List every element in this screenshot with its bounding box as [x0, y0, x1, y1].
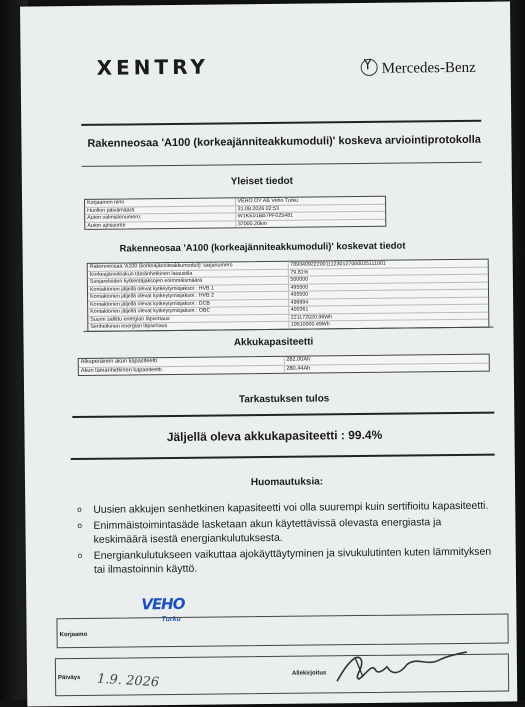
- table-label: Kontaktorien jäljellä olevat kytkeytymisjaksot : HVB 1: [88, 284, 289, 293]
- table-value: 282.00Ah: [286, 356, 311, 363]
- handwritten-signature: [327, 642, 478, 694]
- table-label: Rakenneosaa 'A100 (korkeajänniteakkumoduli)' sarjanumero: [88, 262, 289, 271]
- table-label: Alkuperäinen akun kapasiteetti: [79, 357, 285, 367]
- note-text: Enimmäistoimintasäde lasketaan akun käytettävissä olevasta energiasta ja keskimäärä isestä energiankulutuksesta.: [93, 516, 442, 546]
- table-value: VEHO OY AB Veho Turku: [237, 197, 299, 205]
- table-value: W1KE01BB7PF025481: [237, 212, 294, 220]
- result-rule-top: [72, 412, 494, 418]
- capacity-table: [78, 354, 490, 376]
- bullet: o: [77, 504, 82, 514]
- document-title: Rakenneosaa 'A100 (korkeajänniteakkumoduli)' koskeva arviointiprotokolla: [87, 133, 481, 150]
- result-rule-bottom: [71, 454, 495, 460]
- table-value: 19510000.49Wh: [290, 321, 330, 328]
- table-value: 400361: [290, 306, 309, 313]
- component-info-table: [87, 259, 490, 332]
- table-value: 280.44Ah: [286, 365, 311, 372]
- date-label: Päiväys: [58, 674, 81, 682]
- table-value: 221172020.96Wh: [290, 313, 333, 321]
- result-text: Jäljellä oleva akkukapasiteetti : 99.4%: [166, 427, 383, 445]
- note-text: Energiankulutukseen vaikuttaa ajokäyttäytyminen ja sivukulutinten kuten lämmityksen tai ilmastoinnin käyttö.: [93, 545, 492, 576]
- table-label: Suurin sallittu energian läpivirtaus: [88, 314, 289, 323]
- bullet: o: [77, 520, 82, 530]
- list-item: [77, 499, 497, 517]
- mercedes-benz-logo: [361, 58, 476, 78]
- mercedes-benz-wordmark: Mercedes-Benz: [381, 59, 476, 77]
- table-value: 789340922200111230127000025111001: [290, 260, 386, 268]
- signature-label: Allekirjoitus: [291, 670, 327, 677]
- table-label: Akun tämänhetkinen kapasiteetti: [79, 365, 285, 375]
- note-text: Uusien akkujen senhetkinen kapasiteetti voi olla suurempi kuin sertifioitu kapasiteetti.: [93, 499, 489, 516]
- table-value: 500000: [290, 276, 309, 283]
- table-label: Korkeajänniteakun tämänhetkinen lataustila: [88, 269, 289, 278]
- table-label: Huollon päivämäärä: [85, 206, 236, 214]
- xentry-logo: XENTRY: [96, 54, 210, 80]
- handwritten-date: 1.9. 2026: [96, 671, 160, 691]
- veho-stamp-sub: Turku: [161, 615, 181, 624]
- general-info-heading: Yleiset tiedot: [230, 175, 294, 188]
- table-label: Senhetkinen energian läpivirtaus: [88, 322, 289, 331]
- notes-list: [77, 499, 498, 579]
- table-value: 37000.20km: [237, 220, 267, 227]
- table-value: 495500: [290, 291, 309, 298]
- table-label: Suojareleiden kytkentäjaksojen enimmäismäärä: [88, 277, 289, 286]
- table-value: 495500: [290, 284, 309, 291]
- table-value: 499994: [290, 299, 309, 306]
- table-label: Kontaktorien jäljellä olevat kytkeytymisjaksot : DCB: [88, 299, 289, 308]
- mercedes-star-icon: [361, 59, 378, 76]
- table-label: Auton valmistenumero:: [85, 213, 236, 221]
- list-item: [78, 545, 498, 577]
- general-info-table: [84, 196, 386, 230]
- component-info-heading: Rakenneosaa 'A100 (korkeajänniteakkumoduli)' koskevat tiedot: [119, 240, 406, 255]
- table-label: Korjaamon nimi: [85, 198, 236, 206]
- workshop-label: Korjaamo: [59, 631, 88, 639]
- veho-stamp: VEHO: [141, 594, 185, 614]
- result-heading: Tarkastuksen tulos: [238, 393, 330, 406]
- table-label: Kontaktorien jäljellä olevat kytkeytymisjaksot : HVB 2: [88, 292, 289, 301]
- title-rule-bottom: [82, 162, 482, 167]
- capacity-heading: Akkukapasiteetti: [233, 336, 314, 349]
- title-rule-top: [81, 120, 481, 126]
- table-label: Kontaktorien jäljellä olevat kytkeytymisjaksot : OBC: [88, 307, 289, 316]
- bullet: o: [77, 550, 83, 560]
- notes-heading: Huomautuksia:: [250, 476, 324, 489]
- table-value: 79.81%: [290, 269, 309, 276]
- table-label: Auton ajosuorite: [85, 221, 236, 229]
- list-item: [77, 515, 497, 547]
- table-value: 31.08.2026 02:53: [237, 205, 279, 212]
- protocol-paper: [20, 1, 517, 706]
